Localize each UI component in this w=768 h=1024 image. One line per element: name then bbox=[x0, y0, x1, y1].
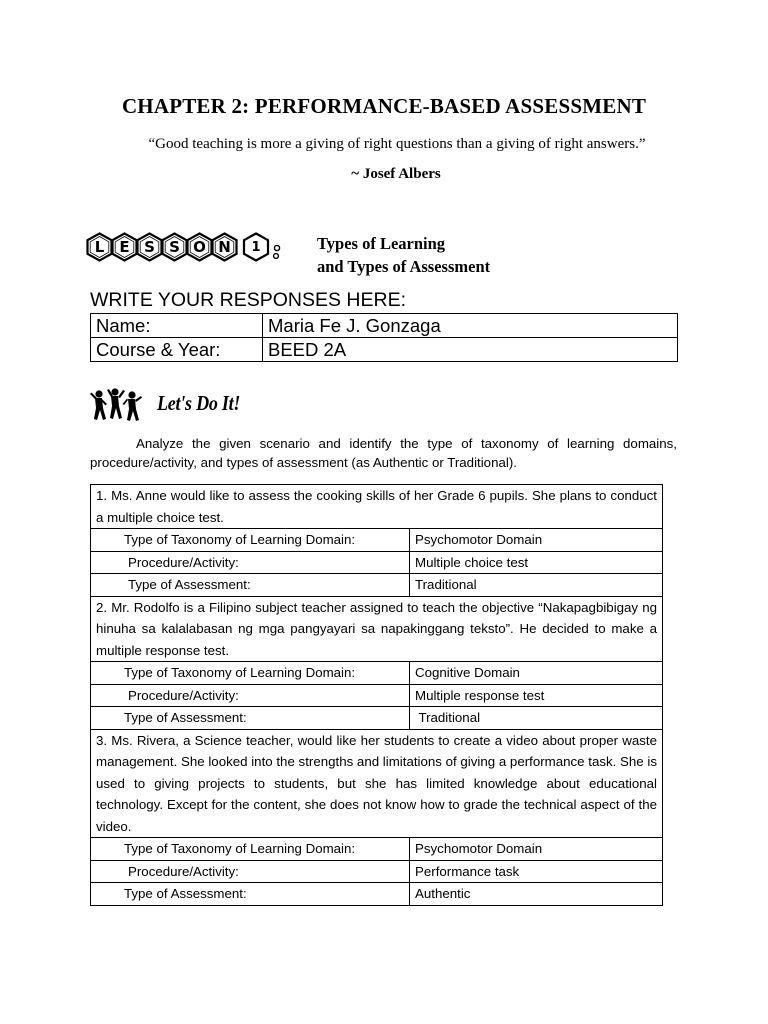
assessment-label: Type of Assessment: bbox=[91, 707, 410, 730]
domain-label: Type of Taxonomy of Learning Domain: bbox=[91, 529, 410, 552]
chapter-title: CHAPTER 2: PERFORMANCE-BASED ASSESSMENT bbox=[121, 94, 647, 118]
domain-answer: Psychomotor Domain bbox=[410, 838, 663, 861]
assessment-answer: Traditional bbox=[410, 707, 663, 730]
lesson-letter-hex: S bbox=[136, 232, 163, 262]
table-row bbox=[91, 529, 663, 552]
table-row bbox=[91, 883, 663, 906]
table-row bbox=[91, 551, 663, 574]
procedure-label: Procedure/Activity: bbox=[91, 551, 410, 574]
lesson-title-line: and Types of Assessment bbox=[317, 257, 491, 276]
domain-label: Type of Taxonomy of Learning Domain: bbox=[91, 838, 410, 861]
lesson-title bbox=[317, 232, 490, 278]
table-row bbox=[91, 729, 663, 838]
lesson-letter-hex: N bbox=[211, 232, 238, 262]
responses-heading: WRITE YOUR RESPONSES HERE: bbox=[90, 289, 407, 311]
lesson-letter-hex: S bbox=[161, 232, 188, 262]
quote: “Good teaching is more a giving of right questions than a giving of right answers.” bbox=[148, 136, 646, 152]
decorative-dots-icon bbox=[272, 232, 282, 262]
table-row bbox=[91, 338, 678, 362]
table-row bbox=[91, 574, 663, 597]
table-row bbox=[91, 707, 663, 730]
scenario-text: 2. Mr. Rodolfo is a Filipino subject teacher assigned to teach the objective “Nakapagbibigay ng hinuha sa kalalabasan ng mga pangyayari sa napakinggang teksto”. He decided to make a multiple response test. bbox=[91, 596, 663, 662]
lesson-letter-hex: E bbox=[111, 232, 138, 262]
procedure-label: Procedure/Activity: bbox=[91, 860, 410, 883]
assessment-answer: Authentic bbox=[410, 883, 663, 906]
course-label: Course & Year: bbox=[91, 338, 263, 362]
lesson-title-line: Types of Learning bbox=[317, 234, 446, 253]
assessment-label: Type of Assessment: bbox=[91, 574, 410, 597]
domain-answer: Cognitive Domain bbox=[410, 662, 663, 685]
table-row bbox=[91, 860, 663, 883]
lesson-number-hex: 1 bbox=[242, 232, 270, 262]
name-value: Maria Fe J. Gonzaga bbox=[263, 314, 678, 338]
table-row bbox=[91, 596, 663, 662]
lesson-letter-hex: L bbox=[86, 232, 113, 262]
lets-do-it-heading: Let's Do It! bbox=[157, 391, 241, 415]
scenario-table bbox=[90, 484, 663, 906]
table-row bbox=[91, 838, 663, 861]
table-row bbox=[91, 485, 663, 529]
procedure-answer: Multiple response test bbox=[410, 684, 663, 707]
domain-label: Type of Taxonomy of Learning Domain: bbox=[91, 662, 410, 685]
domain-answer: Psychomotor Domain bbox=[410, 529, 663, 552]
assessment-label: Type of Assessment: bbox=[91, 883, 410, 906]
table-row bbox=[91, 684, 663, 707]
scenario-text: 1. Ms. Anne would like to assess the cooking skills of her Grade 6 pupils. She plans to conduct a multiple choice test. bbox=[91, 485, 663, 529]
name-label: Name: bbox=[91, 314, 263, 338]
procedure-label: Procedure/Activity: bbox=[91, 684, 410, 707]
lesson-badge bbox=[86, 229, 282, 265]
procedure-answer: Multiple choice test bbox=[410, 551, 663, 574]
table-row bbox=[91, 662, 663, 685]
procedure-answer: Performance task bbox=[410, 860, 663, 883]
assessment-answer: Traditional bbox=[410, 574, 663, 597]
instruction-text: Analyze the given scenario and identify the type of taxonomy of learning domains, procedure/activity, and types of assessment (as Authentic or Traditional). bbox=[90, 436, 677, 470]
table-row bbox=[91, 314, 678, 338]
dancing-figures-icon bbox=[90, 388, 142, 422]
lesson-letter-hex: O bbox=[186, 232, 213, 262]
scenario-text: 3. Ms. Rivera, a Science teacher, would like her students to create a video about proper waste management. She looked into the strengths and limitations of giving a performance task. She is used to giving projects to students, but she has limited knowledge about educational technology. Except for the content, she does not know how to grade the technical aspect of the video. bbox=[91, 729, 663, 838]
course-value: BEED 2A bbox=[263, 338, 678, 362]
student-info-table bbox=[90, 313, 678, 362]
quote-author: ~ Josef Albers bbox=[351, 166, 441, 182]
